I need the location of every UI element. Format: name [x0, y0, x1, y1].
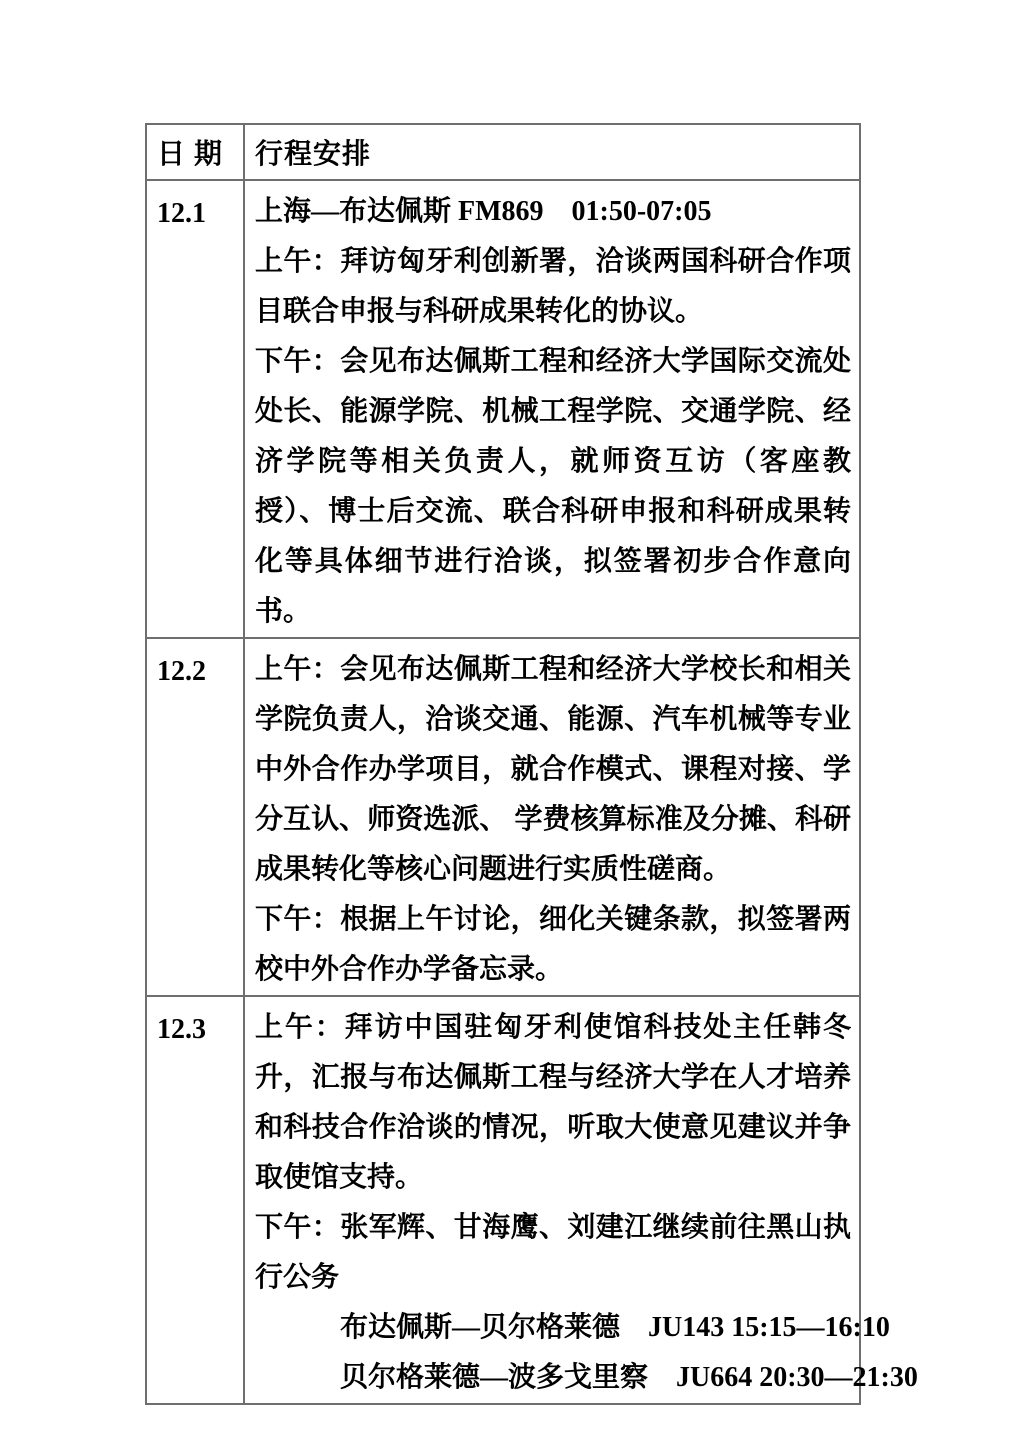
itinerary-row: [146, 996, 860, 1404]
schedule-paragraph: 下午：张军辉、甘海鹰、刘建江继续前往黑山执行公务: [255, 1212, 851, 1293]
schedule-paragraph: 下午：根据上午讨论，细化关键条款，拟签署两校中外合作办学备忘录。: [255, 904, 851, 985]
date-cell: 12.1: [146, 180, 244, 638]
schedule-paragraph: 上海—布达佩斯 FM869 01:50-07:05: [255, 196, 712, 227]
itinerary-row: [146, 638, 860, 996]
itinerary-row: [146, 180, 860, 638]
schedule-cell: [244, 180, 860, 638]
flight-line: 布达佩斯—贝尔格莱德 JU143 15:15—16:10: [340, 1312, 890, 1343]
header-row: [146, 124, 860, 180]
schedule-cell: [244, 638, 860, 996]
schedule-paragraph: 上午：拜访中国驻匈牙利使馆科技处主任韩冬升，汇报与布达佩斯工程与经济大学在人才培养和科技合作洽谈的情况，听取大使意见建议并争取使馆支持。: [255, 1012, 851, 1193]
header-date-label: 日 期: [146, 124, 244, 180]
header-schedule-label: 行程安排: [244, 124, 860, 180]
schedule-paragraph: 上午：拜访匈牙利创新署，洽谈两国科研合作项目联合申报与科研成果转化的协议。: [255, 246, 851, 327]
schedule-paragraph: 上午：会见布达佩斯工程和经济大学校长和相关学院负责人，洽谈交通、能源、汽车机械等专业中外合作办学项目，就合作模式、课程对接、学分互认、师资选派、 学费核算标准及分摊、科研成果转化等核心问题进行实质性磋商。: [255, 654, 851, 885]
itinerary-rows: [146, 180, 918, 1404]
date-cell: 12.3: [146, 996, 244, 1404]
flight-line: 贝尔格莱德—波多戈里察 JU664 20:30—21:30: [340, 1362, 918, 1393]
schedule-cell: [244, 996, 918, 1404]
schedule-paragraph: 下午：会见布达佩斯工程和经济大学国际交流处处长、能源学院、机械工程学院、交通学院、经济学院等相关负责人，就师资互访（客座教授）、博士后交流、联合科研申报和科研成果转化等具体细节进行洽谈，拟签署初步合作意向书。: [255, 346, 851, 627]
date-cell: 12.2: [146, 638, 244, 996]
itinerary-table: [145, 123, 918, 1405]
